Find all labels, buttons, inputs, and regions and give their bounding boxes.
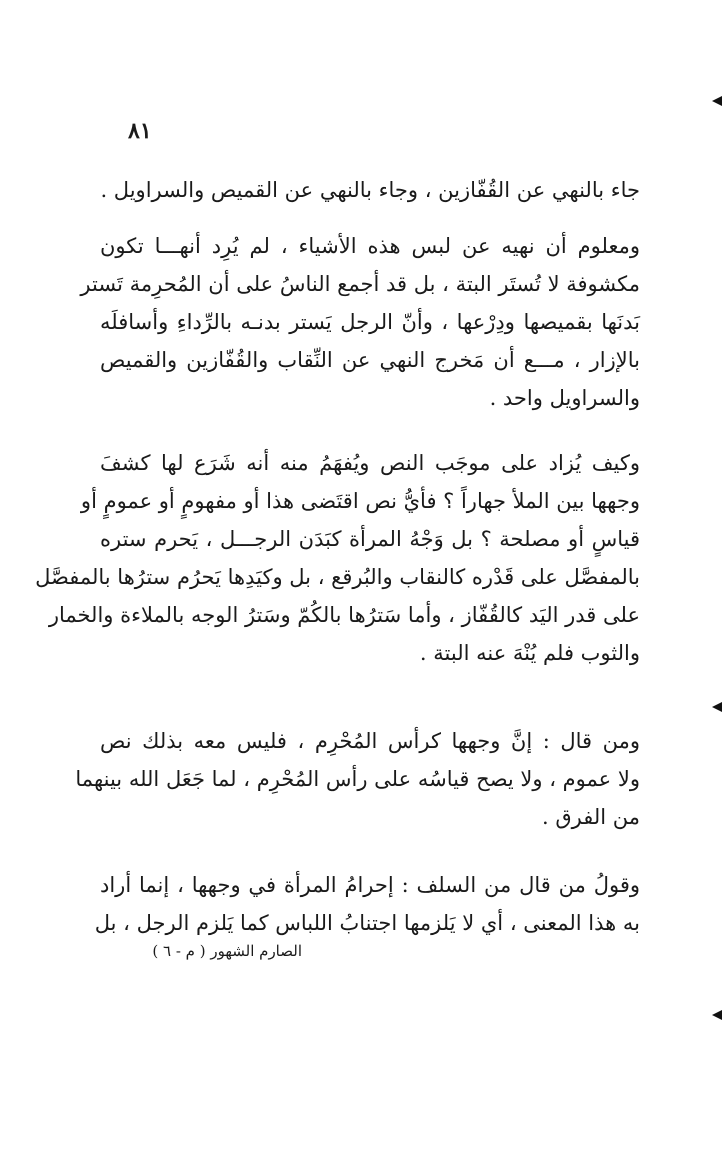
text-line: بالمفصَّل على قَدْره كالنقاب والبُرقع ، بل وكيَدِها يَحرُم سترُها بالمفصَّل (35, 565, 640, 589)
scan-edge-mark (712, 96, 722, 106)
paragraph-3 (35, 444, 640, 672)
scan-edge-mark (712, 1010, 722, 1020)
text-line: والثوب فلم يُنْهَ عنه البتة . (419, 641, 640, 665)
text-line: ومن قال : إنَّ وجهها كرأس المُحْرِم ، فليس معه بذلك نص (100, 729, 640, 753)
text-line: وجهها بين الملأ جهاراً ؟ فأيُّ نص اقتَضى هذا أو مفهومٍ أو عمومٍ أو (80, 489, 640, 513)
paragraph-1 (100, 171, 640, 209)
text-line: ولا عموم ، ولا يصح قياسُه على رأس المُحْرِم ، لما جَعَل الله بينهما (75, 767, 640, 791)
text-line: وكيف يُزاد على موجَب النص ويُفهَمُ منه أنه شَرَع لها كشفَ (100, 451, 640, 475)
footer-book-title: الصارم الشهور ( م - ٦ ) (152, 942, 302, 960)
text-line: من الفرق . (542, 805, 640, 829)
text-line: به هذا المعنى ، أي لا يَلزمها اجتنابُ اللباس كما يَلزم الرجل ، بل (94, 911, 640, 935)
text-line: جاء بالنهي عن القُفّازين ، وجاء بالنهي عن القميص والسراويل . (100, 178, 640, 202)
page-number: ٨١ (128, 118, 152, 144)
text-line: والسراويل واحد . (489, 386, 640, 410)
text-line: وقولُ من قال من السلف : إحرامُ المرأة في وجهها ، إنما أراد (100, 873, 640, 897)
text-line: بَدنَها بقميصها ودِرْعها ، وأنّ الرجل يَستر بدنـه بالرِّداءِ وأسافلَه (100, 310, 640, 334)
text-line: قياسٍ أو مصلحة ؟ بل وَجْهُ المرأة كبَدَن الرجـــل ، يَحرم ستره (100, 527, 640, 551)
text-line: ومعلوم أن نهيه عن لبس هذه الأشياء ، لم يُرِد أنهـــا تكون (100, 234, 640, 258)
text-line: على قدر اليَد كالقُفّاز ، وأما سَترُها بالكُمّ وسَترُ الوجه بالملاءة والخمار (48, 603, 640, 627)
text-line: مكشوفة لا تُستَر البتة ، بل قد أجمع الناسُ على أن المُحرِمة تَستر (80, 272, 640, 296)
scan-edge-mark (712, 702, 722, 712)
paragraph-4 (75, 722, 640, 836)
text-line: بالإزار ، مـــع أن مَخرج النهي عن النِّقاب والقُفّازين والقميص (100, 348, 640, 372)
paragraph-5 (94, 866, 640, 942)
paragraph-2 (80, 227, 640, 417)
